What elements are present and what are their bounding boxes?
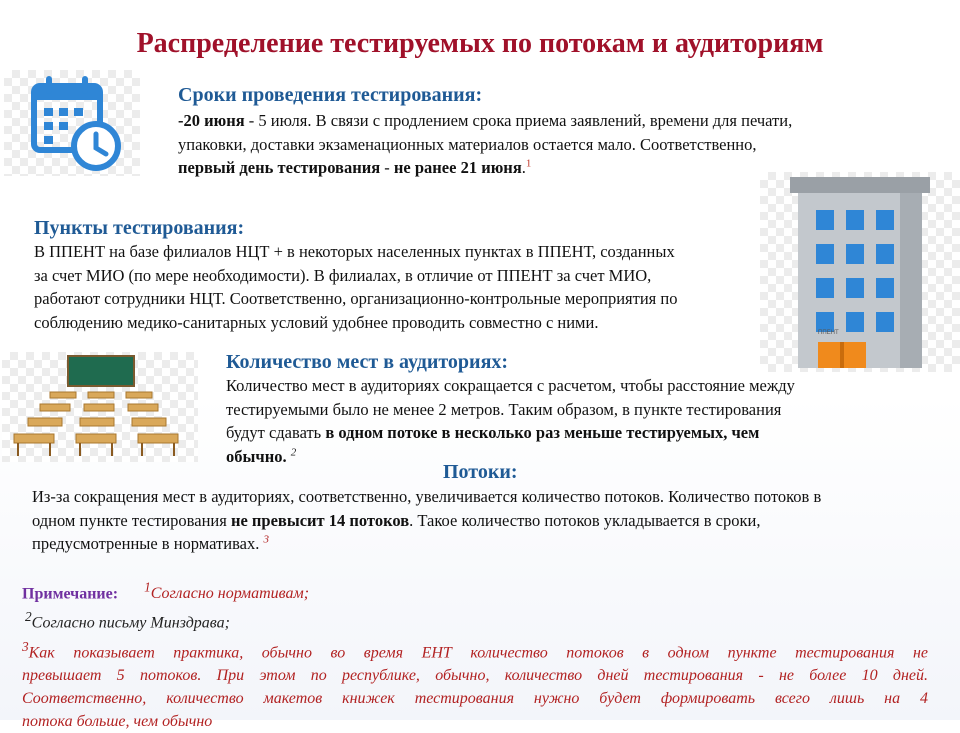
dates-heading: Сроки проведения тестирования: bbox=[178, 84, 483, 106]
notes-label: Примечание: bbox=[22, 585, 119, 603]
calendar-icon-frame bbox=[4, 70, 140, 176]
seats-text: Количество мест в аудиториях сокращается с расчетом, чтобы расстояние между тестируемыми было не менее 2 метров. Таким образом, в пункте тестирования будут сдавать в одном потоке в несколько раз меньше тестируемых, чем обычно. $^2$ bbox=[226, 376, 795, 466]
points-text: В ППЕНТ на базе филиалов НЦТ + в некоторых населенных пунктах в ППЕНТ, созданных за счет МИО (по мере необходимости). В филиалах, в отличие от ППЕНТ за счет МИО, работают сотрудники НЦТ. Соответственно, организационно-контрольные мероприятия по соблюдению медико-санитарных условий удобнее проводить совместно с ними. bbox=[34, 242, 678, 332]
footnote-ref-1: 1 bbox=[525, 157, 532, 170]
page-title: Распределение тестируемых по потокам и аудиториям bbox=[136, 28, 824, 59]
calendar-clock-icon bbox=[4, 70, 140, 176]
seats-heading: Количество мест в аудиториях: bbox=[226, 351, 509, 373]
classroom-icon bbox=[2, 352, 198, 462]
points-heading: Пункты тестирования: bbox=[34, 217, 245, 239]
building-sign: ППЕНТ bbox=[818, 330, 839, 336]
streams-text: Из-за сокращения мест в аудиториях, соответственно, увеличивается количество потоков. Количество потоков в одном пункте тестирования не превысит 14 потоков. Такое количество потоков укладывается в сроки, предусмотренные в нормативах. $^3$ bbox=[32, 487, 822, 553]
classroom-image bbox=[2, 352, 198, 462]
dates-text: -20 июня - 5 июля. В связи с продлением срока приема заявлений, времени для печати, упаковки, доставки экзаменационных материалов остается мало. Соответственно, первый день тестирования - не ранее 21 июня.$^1$ bbox=[178, 111, 793, 177]
building-icon bbox=[760, 172, 960, 372]
dates-start: -20 июня bbox=[178, 111, 245, 130]
building-image bbox=[760, 172, 960, 372]
note-2: $^2$Согласно письму Минздрава; bbox=[25, 609, 230, 632]
note-1: $^1$Согласно нормативам; bbox=[144, 580, 310, 603]
note-3: $^3$Как показывает практика, обычно во время ЕНТ количество потоков в одном пункте тестирования не превышает 5 потоков. При этом по республике, обычно, количество дней тестирования - не более 10 дней. Соответственно, количество макетов книжек тестирования нужно будет формировать всего лишь на 4 потока больше, чем обычно bbox=[22, 638, 928, 730]
streams-heading: Потоки: bbox=[443, 461, 518, 483]
footnote-ref-2: 2 bbox=[290, 446, 297, 458]
footnote-ref-3: 3 bbox=[263, 533, 269, 546]
notes bbox=[22, 576, 928, 733]
